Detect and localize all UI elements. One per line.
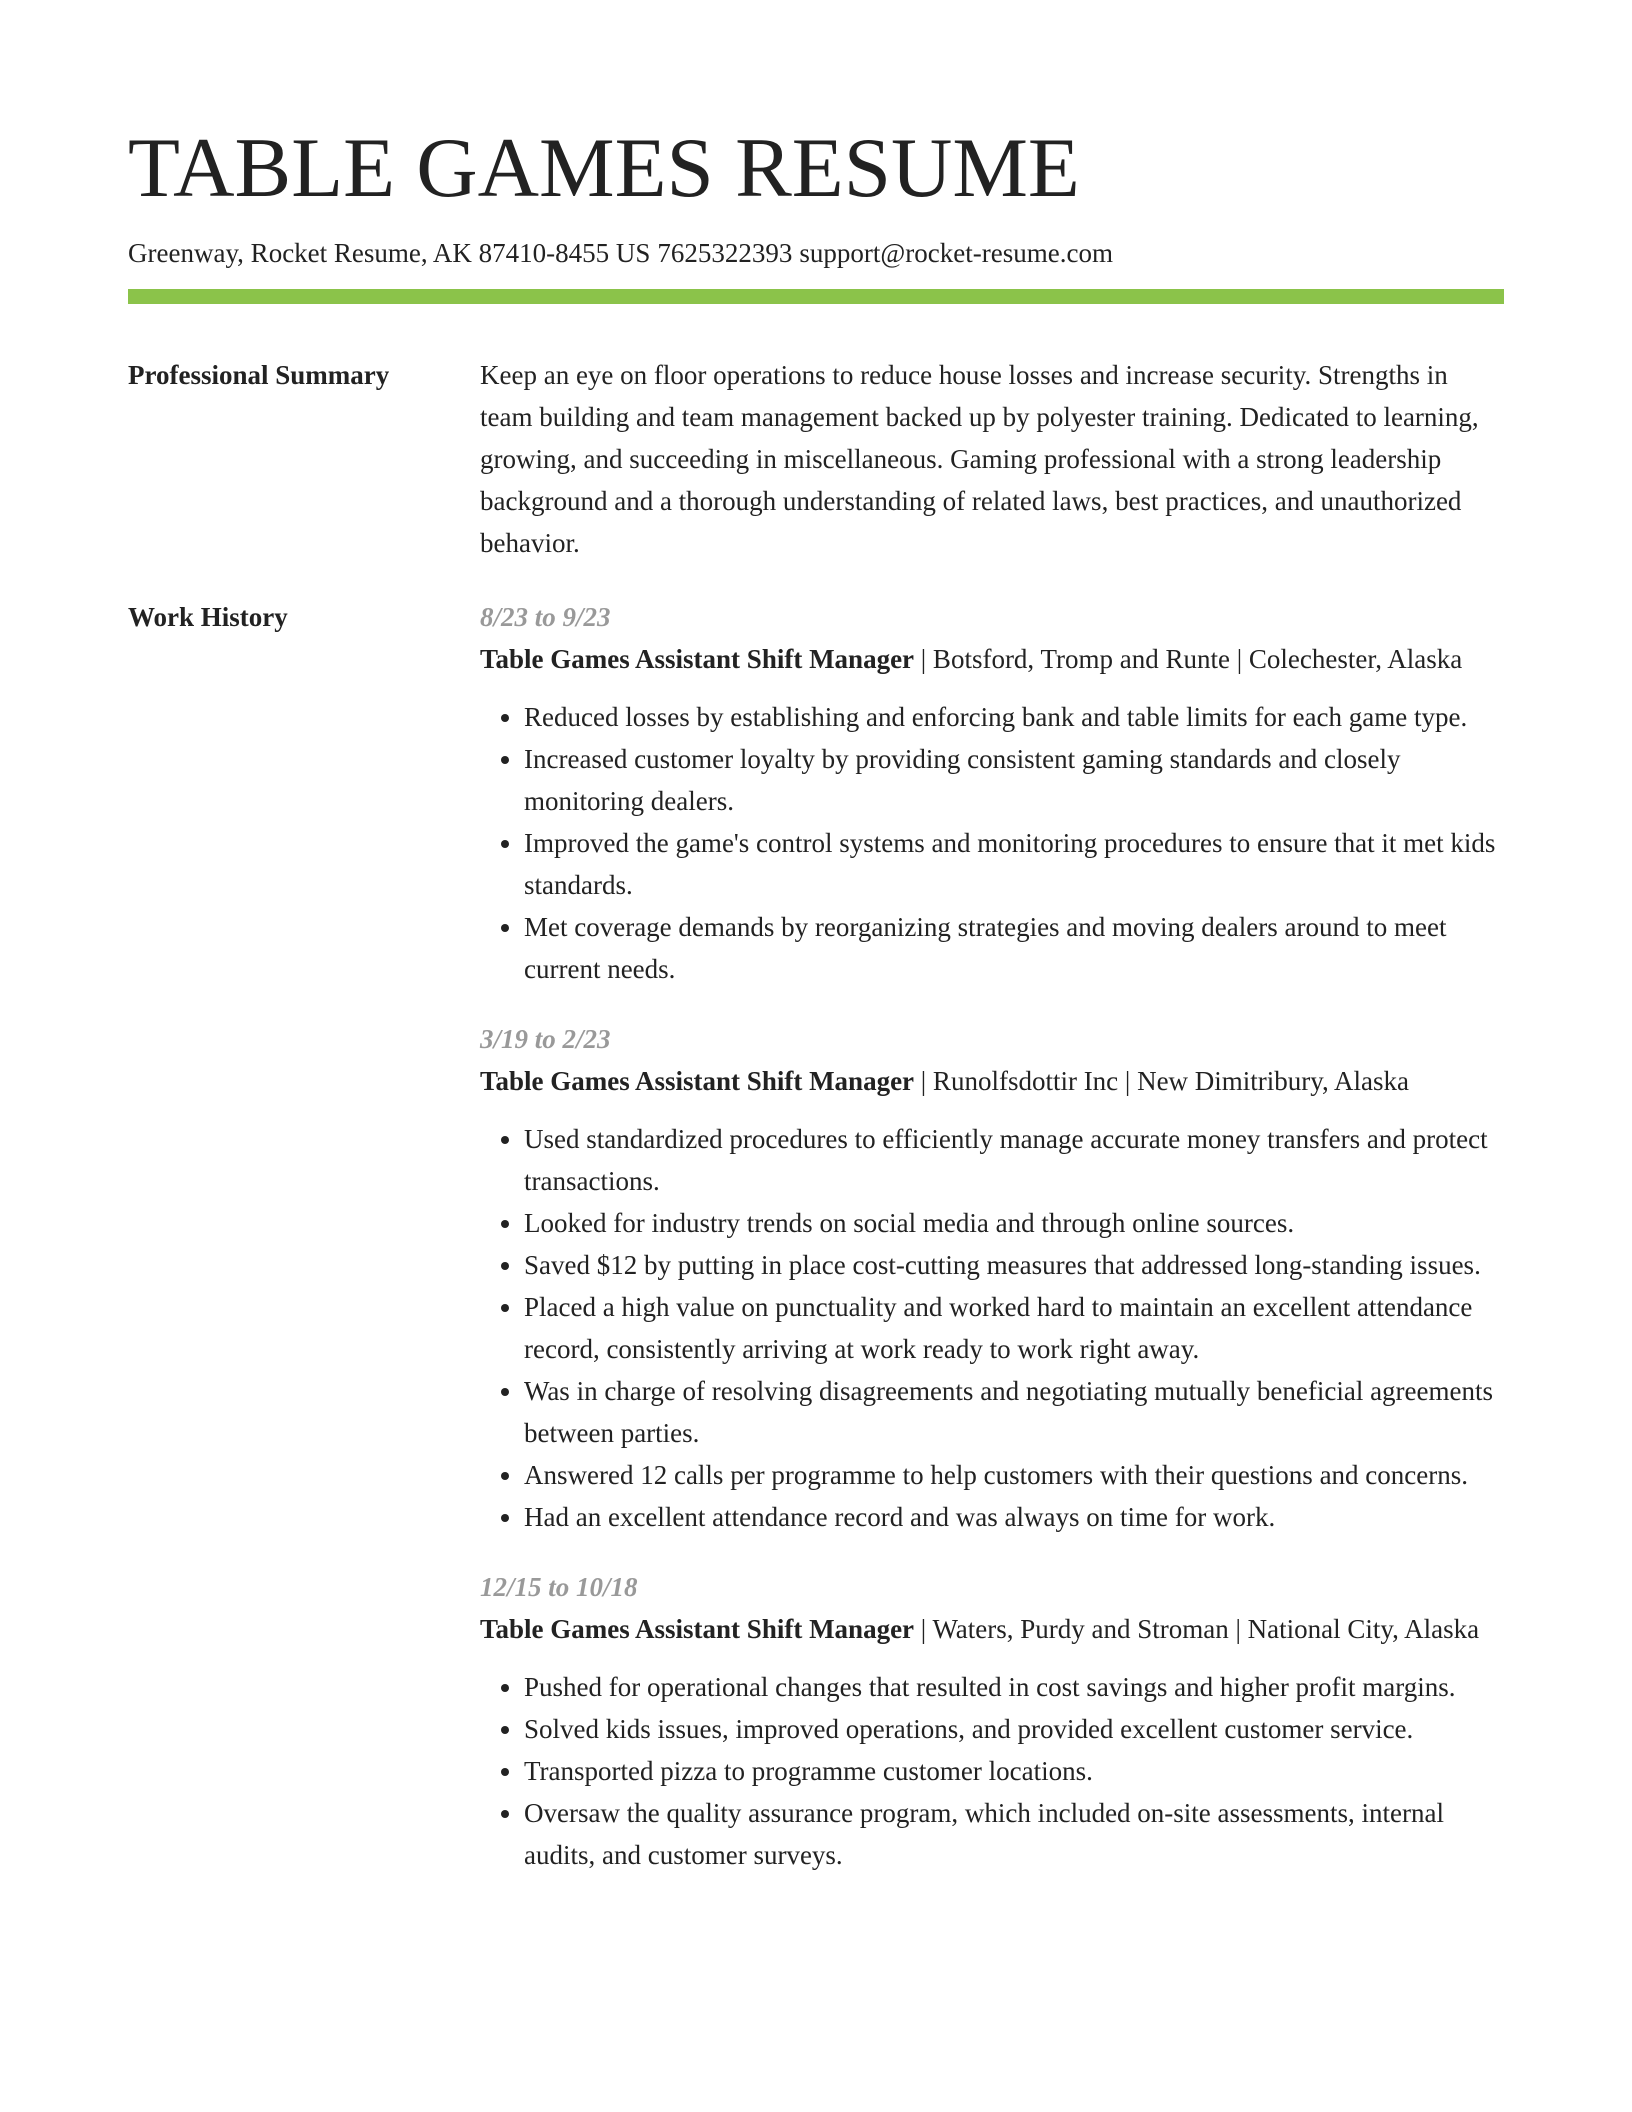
job-details: | Botsford, Tromp and Runte | Colechester, Alaska [914, 644, 1463, 675]
accent-divider [128, 289, 1504, 304]
job-bullets [480, 1666, 1504, 1876]
job-entry [480, 1566, 1504, 1876]
job-bullet: • Looked for industry trends on social media and through online sources. [524, 1202, 1504, 1244]
job-title: Table Games Assistant Shift Manager [480, 644, 915, 675]
job-entry [480, 596, 1504, 990]
job-title: Table Games Assistant Shift Manager [480, 1614, 915, 1645]
section-label-work-history: Work History [128, 602, 288, 633]
resume-title: TABLE GAMES RESUME [128, 121, 1080, 215]
job-bullet: • Met coverage demands by reorganizing strategies and moving dealers around to meet current needs. [524, 906, 1504, 990]
professional-summary-section [128, 354, 1504, 564]
job-bullet: • Oversaw the quality assurance program, which included on-site assessments, internal audits, and customer surveys. [524, 1792, 1504, 1876]
resume-page [128, 112, 1504, 1904]
job-bullet: • Increased customer loyalty by providing consistent gaming standards and closely monitoring dealers. [524, 738, 1504, 822]
job-title: Table Games Assistant Shift Manager [480, 1066, 915, 1097]
job-heading [480, 638, 1504, 680]
contact-phone: 7625322393 [657, 238, 793, 268]
job-bullet: • Answered 12 calls per programme to help customers with their questions and concerns. [524, 1454, 1504, 1496]
job-bullets [480, 696, 1504, 990]
contact-email: support@rocket-resume.com [799, 238, 1113, 268]
job-heading [480, 1060, 1504, 1102]
job-bullet: • Had an excellent attendance record and was always on time for work. [524, 1496, 1504, 1538]
job-heading [480, 1608, 1504, 1650]
job-bullet: • Was in charge of resolving disagreements and negotiating mutually beneficial agreements between parties. [524, 1370, 1504, 1454]
contact-address: Greenway, Rocket Resume, AK 87410-8455 US [128, 238, 651, 268]
job-bullet: • Solved kids issues, improved operations, and provided excellent customer service. [524, 1708, 1504, 1750]
job-bullet: • Reduced losses by establishing and enforcing bank and table limits for each game type. [524, 696, 1504, 738]
job-bullet: • Pushed for operational changes that resulted in cost savings and higher profit margins. [524, 1666, 1504, 1708]
job-bullet: • Transported pizza to programme customer locations. [524, 1750, 1504, 1792]
job-bullet: • Saved $12 by putting in place cost-cutting measures that addressed long-standing issues. [524, 1244, 1504, 1286]
section-label-summary: Professional Summary [128, 360, 390, 391]
job-date: 3/19 to 2/23 [480, 1024, 611, 1055]
job-bullets [480, 1118, 1504, 1538]
job-details: | Waters, Purdy and Stroman | National City, Alaska [914, 1614, 1480, 1645]
work-history-section [128, 596, 1504, 1904]
summary-text: Keep an eye on floor operations to reduce house losses and increase security. Strengths in team building and team management backed up by polyester training. Dedicated to learning, growing, and succeeding in miscellaneous. Gaming professional with a strong leadership background and a thorough understanding of related laws, best practices, and unauthorized behavior. [480, 360, 1479, 559]
work-history-list [480, 596, 1504, 1904]
job-date: 12/15 to 10/18 [480, 1572, 638, 1603]
job-date: 8/23 to 9/23 [480, 602, 611, 633]
job-details: | Runolfsdottir Inc | New Dimitribury, Alaska [914, 1066, 1410, 1097]
job-bullet: • Improved the game's control systems and monitoring procedures to ensure that it met kids standards. [524, 822, 1504, 906]
job-entry [480, 1018, 1504, 1538]
contact-line [128, 237, 1504, 269]
job-bullet: • Used standardized procedures to efficiently manage accurate money transfers and protect transactions. [524, 1118, 1504, 1202]
job-bullet: • Placed a high value on punctuality and worked hard to maintain an excellent attendance record, consistently arriving at work ready to work right away. [524, 1286, 1504, 1370]
